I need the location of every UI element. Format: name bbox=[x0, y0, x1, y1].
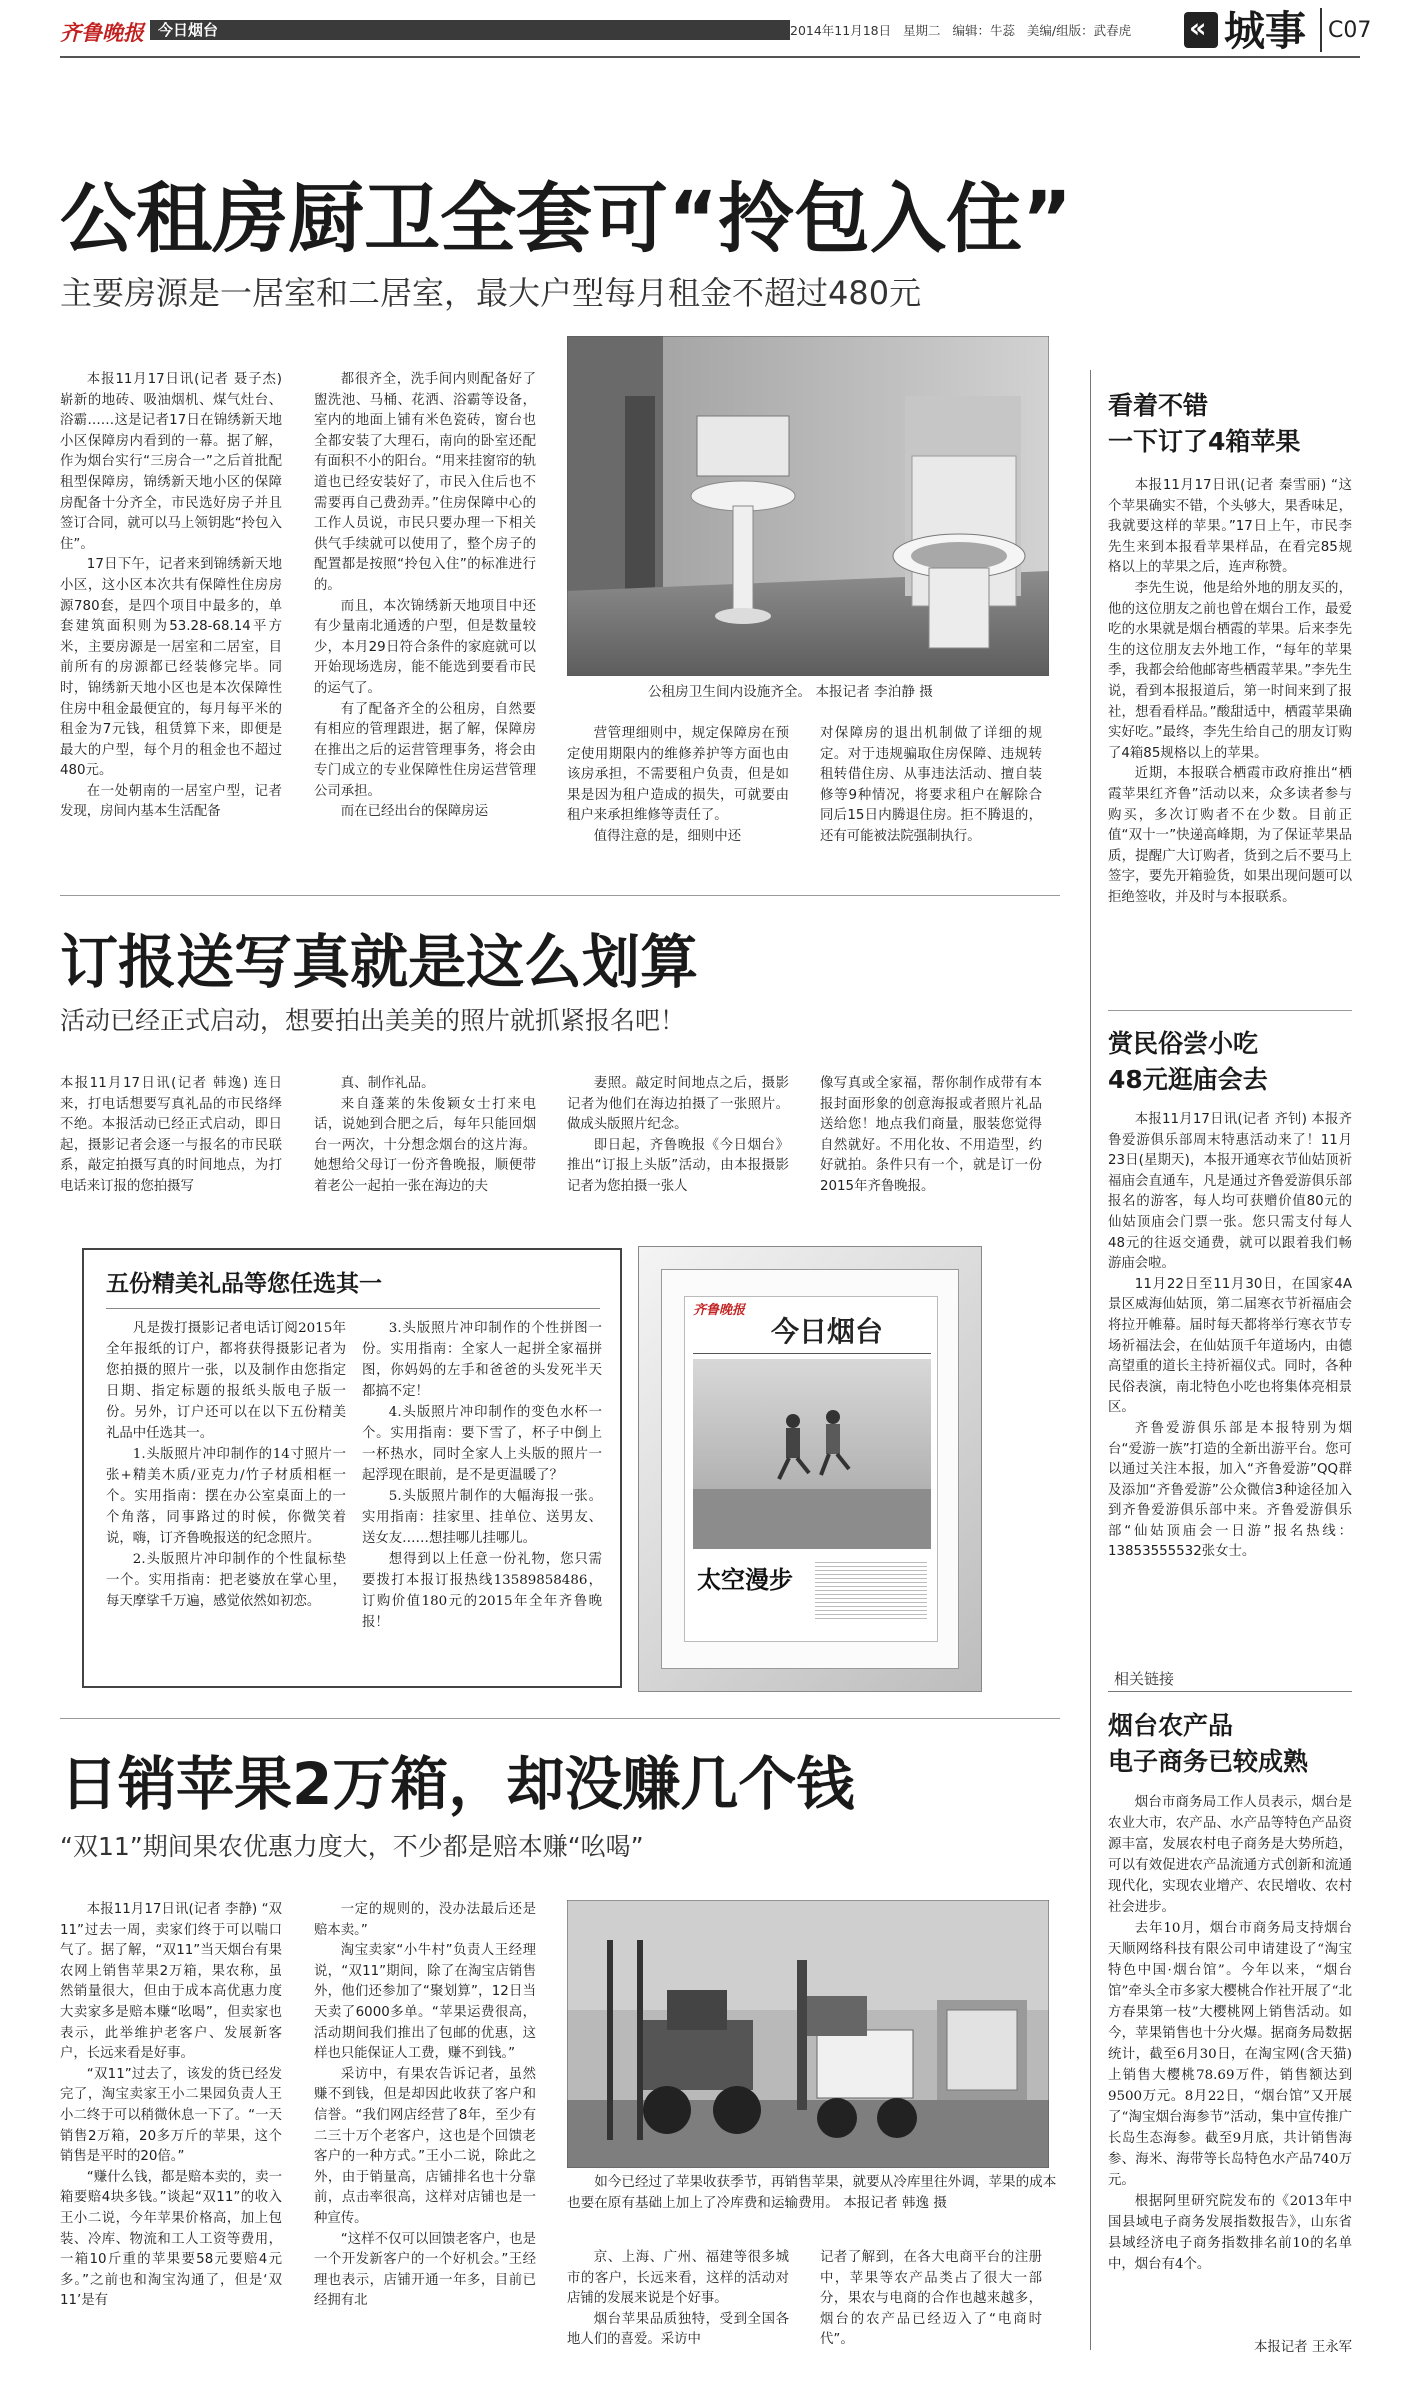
framed-poster bbox=[638, 1246, 982, 1692]
article3-col4: 记者了解到，在各大电商平台的注册中，苹果等农产品类占了很大一部分，果农与电商的合作也越来越多，烟台的农产品已经迈入了“电商时代”。 bbox=[820, 2250, 1042, 2348]
sidebar3-title-line1: 烟台农产品 bbox=[1108, 1711, 1234, 1740]
paragraph: 2.头版照片冲印制作的个性鼠标垫一个。实用指南：把老婆放在掌心里，每天摩挲千万遍，感觉依然如初恋。 bbox=[106, 1552, 346, 1609]
paragraph: 齐鲁爱游俱乐部是本报特别为烟台“爱游一族”打造的全新出游平台。您可以通过关注本报，加入“齐鲁爱游”QQ群及添加“齐鲁爱游”公众微信3种途径加入到齐鲁爱游俱乐部中来。齐鲁爱游俱乐部“仙姑顶庙会一日游”报名热线：13853555532张女士。 bbox=[1108, 1420, 1352, 1560]
paragraph: 有了配备齐全的公租房，自然要有相应的管理跟进，据了解，保障房在推出之后的运营管理事务，将会由专门成立的专业保障性住房运营管理公司承担。 bbox=[314, 701, 536, 799]
poster-photo-art bbox=[693, 1359, 931, 1549]
paragraph: 一定的规则的，没办法最后还是赔本卖。” bbox=[314, 1902, 536, 1938]
paragraph: 而在已经出台的保障房运 bbox=[340, 804, 489, 820]
paragraph: 3.头版照片冲印制作的个性拼图一份。实用指南：全家人一起拼全家福拼图，你妈妈的左手和爸爸的头发死半天都搞不定！ bbox=[362, 1321, 602, 1399]
gift-box-title-rule bbox=[106, 1308, 600, 1309]
paragraph: 即日起，齐鲁晚报《今日烟台》推出“订报上头版”活动，由本报摄影记者为您拍摄一张人 bbox=[567, 1137, 789, 1194]
article2-bottom-rule bbox=[60, 1718, 1060, 1719]
forklift-photo-art bbox=[567, 1900, 1049, 2168]
article3-col3 bbox=[567, 2248, 789, 2368]
paragraph: 17日下午，记者来到锦绣新天地小区，这小区本次共有保障性住房房源780套，是四个项目中最多的，单套建筑面积则为53.28-68.14平方米，主要房源是一居室和二居室，目前所有的房源都已经装修完毕。同时，锦绣新天地小区也是本次保障性住房中租金最便宜的，每月每平米的租金为7元钱，租赁算下来，即便是最大的户型，每个月的租金也不超过480元。 bbox=[60, 557, 282, 779]
paragraph: 根据阿里研究院发布的《2013年中国县域电子商务发展指数报告》，山东省县域经济电子商务指数排名前10的名单中，烟台有4个。 bbox=[1108, 2194, 1352, 2272]
paragraph: 值得注意的是，细则中还 bbox=[593, 828, 742, 844]
article3-subtitle: “双11”期间果农优惠力度大，不少都是赔本赚“吆喝” bbox=[60, 1832, 644, 1861]
sidebar2-body bbox=[1108, 1110, 1352, 1660]
sidebar2-title-line1: 赏民俗尝小吃 bbox=[1108, 1029, 1259, 1058]
poster-sheet bbox=[684, 1296, 938, 1642]
article2-col1: 本报11月17日讯(记者 韩逸) 连日来，打电话想要写真礼品的市民络绎不绝。本报活动已经正式启动，即日起，摄影记者会逐一与报名的市民联系，敲定拍摄写真的时间地点，为打电话来订报的您拍摄写 bbox=[60, 1076, 282, 1194]
double-chevron-left-icon: « bbox=[1189, 13, 1207, 44]
paragraph: 真、制作礼品。 bbox=[340, 1076, 435, 1091]
issue-date: 2014年11月18日 bbox=[790, 23, 892, 38]
paragraph: 近期，本报联合栖霞市政府推出“栖霞苹果红齐鲁”活动以来，众多读者参与购买，多次订购者不在少数。目前正值“双十一”快递高峰期，为了保证苹果品质，提醒广大订购者，货到之后不要马上签字，要先开箱验货，如果出现问题可以拒绝签收，并及时与本报联系。 bbox=[1108, 766, 1352, 905]
paragraph: 妻照。敲定时间地点之后，摄影记者为他们在海边拍摄了一张照片。做成头版照片纪念。 bbox=[567, 1076, 789, 1133]
poster-mat bbox=[661, 1269, 959, 1669]
paragraph: 本报11月17日讯(记者 齐钊) 本报齐鲁爱游俱乐部周末特惠活动来了！11月23日(星期天)，本报开通寒衣节仙姑顶祈福庙会直通车，凡是通过齐鲁爱游俱乐部报名的游客，每人均可获赠价值80元的仙姑顶庙会门票一张。您只需支付每人48元的往返交通费，就可以跟着我们畅游庙会啦。 bbox=[1108, 1112, 1352, 1272]
paragraph: 本报11月17日讯(记者 聂子杰) 崭新的地砖、吸油烟机、煤气灶台、浴霸……这是记者17日在锦绣新天地小区保障房内看到的一幕。据了解，作为烟台实行“三房合一”之后首批配租型保障房，锦绣新天地小区的保障房配备十分齐全，市民选好房子并且签订合同，就可以马上领钥匙“拎包入住”。 bbox=[60, 372, 282, 552]
paragraph: 4.头版照片冲印制作的变色水杯一个。实用指南：要下雪了，杯子中倒上一杯热水，同时全家人上头版的照片一起浮现在眼前，是不是更温暖了？ bbox=[362, 1405, 602, 1483]
article2-col3 bbox=[567, 1074, 789, 1244]
editor-credit: 编辑：牛蕊 bbox=[952, 23, 1015, 38]
article1-photo-caption: 公租房卫生间内设施齐全。 本报记者 李泊静 摄 bbox=[648, 684, 933, 700]
paragraph: 而且，本次锦绣新天地项目中还有少量南北通透的户型，但是数量较少，本月29日符合条件的家庭就可以开始现场选房，能不能选到要看市民的运气了。 bbox=[314, 598, 536, 696]
paragraph: 5.头版照片制作的大幅海报一张。实用指南：挂家里、挂单位、送男友、送女友……想挂哪儿挂哪儿。 bbox=[362, 1489, 602, 1546]
issue-weekday: 星期二 bbox=[903, 23, 941, 38]
sidebar1-body bbox=[1108, 476, 1352, 976]
article1-subtitle: 主要房源是一居室和二居室，最大户型每月租金不超过480元 bbox=[60, 274, 922, 312]
poster-photo bbox=[693, 1359, 931, 1549]
article1-col1 bbox=[60, 370, 282, 890]
section-tag-bar bbox=[150, 20, 790, 40]
paragraph: 采访中，有果农告诉记者，虽然赚不到钱，但是却因此收获了客户和信誉。“我们网店经营了8年，至少有二三十万个老客户，这也是个回馈老客户的一种方式。”王小二说，除此之外，由于销量高，店铺排名也十分靠前，点击率很高，这样对店铺也是一种宣传。 bbox=[314, 2066, 536, 2226]
sidebar3-byline: 本报记者 王永军 bbox=[1254, 2340, 1352, 2355]
paragraph: 烟台苹果品质独特，受到全国各地人们的喜爱。采访中 bbox=[567, 2311, 789, 2348]
header-info bbox=[790, 21, 1190, 41]
poster-headline: 太空漫步 bbox=[697, 1566, 793, 1594]
poster-section-title: 今日烟台 bbox=[771, 1315, 884, 1348]
article3-title: 日销苹果2万箱，却没赚几个钱 bbox=[60, 1750, 855, 1818]
article1-bottom-rule bbox=[60, 895, 1060, 896]
paragraph: 烟台市商务局工作人员表示，烟台是农业大市，农产品、水产品等特色产品资源丰富，发展农村电子商务是大势所趋，可以有效促进农产品流通方式创新和流通现代化，实现农业增产、农民增收、农村社会进步。 bbox=[1108, 1795, 1352, 1915]
sidebar1-title-line2: 一下订了4箱苹果 bbox=[1108, 427, 1301, 456]
article1-col3 bbox=[567, 724, 789, 884]
paragraph: 在一处朝南的一居室户型，记者发现，房间内基本生活配备 bbox=[60, 783, 282, 820]
sidebar1-title-line1: 看着不错 bbox=[1108, 391, 1209, 420]
sidebar2-title-line2: 48元逛庙会去 bbox=[1108, 1065, 1268, 1094]
article1-col2 bbox=[314, 370, 536, 890]
sidebar2-top-rule bbox=[1108, 1010, 1352, 1011]
paragraph: 淘宝卖家“小牛村”负责人王经理说，“双11”期间，除了在淘宝店销售外，他们还参加了“聚划算”，12日当天卖了6000多单。“苹果运费很高，活动期间我们推出了包邮的优惠，这样也只能保证人工费，赚不到钱。” bbox=[314, 1943, 536, 2062]
sidebar-vertical-rule bbox=[1090, 370, 1091, 2350]
poster-text-block bbox=[815, 1559, 927, 1619]
paragraph: 11月22日至11月30日，在国家4A景区威海仙姑顶，第二届寒衣节祈福庙会将拉开帷幕。届时每天都将举行寒衣节专场祈福法会，在仙姑顶千年道场内，由德高望重的道长主持祈福仪式。同时，各种民俗表演，南北特色小吃也将集体亮相景区。 bbox=[1108, 1276, 1352, 1416]
forklift-photo bbox=[567, 1900, 1049, 2168]
paragraph: 想得到以上任意一份礼物，您只需要拨打本报订报热线13589858486，订购价值180元的2015年全年齐鲁晚报！ bbox=[362, 1552, 602, 1630]
poster-masthead: 齐鲁晚报 bbox=[693, 1303, 746, 1318]
bathroom-photo bbox=[567, 336, 1049, 676]
section-name: 城事 bbox=[1224, 7, 1306, 55]
paragraph: “赚什么钱，都是赔本卖的，卖一箱要赔4块多钱。”谈起“双11”的收入王小二说，今年苹果价格高，加上包装、冷库、物流和工人工资等费用，一箱10斤重的苹果要58元要赔4元多。”之前也和淘宝沟通了，但是‘双11’是有 bbox=[60, 2169, 282, 2309]
poster-header-rule bbox=[693, 1353, 931, 1354]
article2-col4: 像写真或全家福，帮你制作成带有本报封面形象的创意海报或者照片礼品送给您！地点我们商量，服装您觉得自然就好。不用化妆、不用造型，约好就拍。条件只有一个，就是订一份2015年齐鲁晚报。 bbox=[820, 1076, 1042, 1194]
designer-credit: 美编/组版：武春虎 bbox=[1026, 23, 1132, 38]
gift-box-col2 bbox=[362, 1318, 602, 1680]
header-divider bbox=[1320, 8, 1322, 52]
section-tag: 今日烟台 bbox=[158, 21, 219, 39]
article3-col1 bbox=[60, 1900, 282, 2370]
article3-col2 bbox=[314, 1900, 536, 2370]
gift-info-box bbox=[82, 1248, 622, 1688]
article2-subtitle: 活动已经正式启动，想要拍出美美的照片就抓紧报名吧！ bbox=[60, 1006, 686, 1035]
article1-title: 公租房厨卫全套可“拎包入住” bbox=[60, 174, 1072, 263]
section-badge bbox=[1184, 12, 1218, 48]
paragraph: 本报11月17日讯(记者 李静) “双11”过去一周，卖家们终于可以喘口气了。据了解，“双11”当天烟台有果农网上销售苹果2万箱，果农称，虽然销量很大，但由于成本高优惠力度大卖家多是赔本赚“吆喝”，但卖家也表示，此举维护老客户、发展新客户，长远来看是好事。 bbox=[60, 1902, 282, 2062]
paragraph: 来自蓬莱的朱俊颖女士打来电话，说她到合肥之后，每年只能回烟台一两次，十分想念烟台的这片海。她想给父母订一份齐鲁晚报，顺便带着老公一起拍一张在海边的夫 bbox=[314, 1096, 536, 1194]
paragraph: 京、上海、广州、福建等很多城市的客户，长远来看，这样的活动对店铺的发展来说是个好事。 bbox=[567, 2250, 789, 2307]
paragraph: 1.头版照片冲印制作的14寸照片一张+精美木质/亚克力/竹子材质相框一个。实用指南：摆在办公室桌面上的一个角落，同事路过的时候，你微笑着说，嗨，订齐鲁晚报送的纪念照片。 bbox=[106, 1447, 346, 1546]
page-number: C07 bbox=[1328, 18, 1372, 43]
article1-col4: 对保障房的退出机制做了详细的规定。对于违规骗取住房保障、违规转租转借住房、从事违法活动、擅自装修等9种情况，将要求租户在解除合同后15日内腾退住房。拒不腾退的，还有可能被法院强制执行。 bbox=[820, 726, 1042, 844]
gift-box-col1 bbox=[106, 1318, 346, 1680]
sidebar3-body bbox=[1108, 1792, 1352, 2332]
paragraph: 去年10月，烟台市商务局支持烟台天顺网络科技有限公司申请建设了“淘宝特色中国·烟台馆”。今年以来，“烟台馆”牵头全市多家大樱桃合作社开展了“北方春果第一枝”大樱桃网上销售活动。如今，苹果销售也十分火爆。据商务局数据统计，截至6月30日，在淘宝网(含天猫)上销售大樱桃78.69万件，销售额达到9500万元。8月22日，“烟台馆”又开展了“淘宝烟台海参节”活动，集中宣传推广长岛生态海参。截至9月底，共计销售海参、海米、海带等长岛特色水产品740万元。 bbox=[1108, 1921, 1352, 2188]
paragraph: 营管理细则中，规定保障房在预定使用期限内的维修养护等方面也由该房承担，不需要租户负责，但是如果是因为租户造成的损失，可就要由租户来承担维修等责任了。 bbox=[567, 726, 789, 824]
paragraph: “这样不仅可以回馈老客户，也是一个开发新客户的一个好机会。”王经理也表示，店铺开通一年多，目前已经拥有北 bbox=[314, 2231, 536, 2309]
sidebar3-kicker: 相关链接 bbox=[1108, 1668, 1352, 1692]
article3-photo-caption: 如今已经过了苹果收获季节，再销售苹果，就要从冷库里往外调，苹果的成本也要在原有基础上加上了冷库费和运输费用。 本报记者 韩逸 摄 bbox=[567, 2174, 1057, 2211]
gift-box-title: 五份精美礼品等您任选其一 bbox=[106, 1271, 382, 1297]
bathroom-photo-art bbox=[567, 336, 1049, 676]
header-underline bbox=[60, 56, 1360, 58]
paragraph: 都很齐全，洗手间内则配备好了盥洗池、马桶、花洒、浴霸等设备，室内的地面上铺有米色瓷砖，窗台也全都安装了大理石，南向的卧室还配有面积不小的阳台。“用来挂窗帘的轨道也已经安装好了，市民入住后也不需要再自己费劲弄。”住房保障中心的工作人员说，市民只要办理一下相关供气手续就可以使用了，整个房子的配置都是按照“拎包入住”的标准进行的。 bbox=[314, 372, 536, 593]
masthead-logo: 齐鲁晚报 bbox=[60, 20, 144, 45]
article2-col2 bbox=[314, 1074, 536, 1244]
paragraph: 李先生说，他是给外地的朋友买的，他的这位朋友之前也曾在烟台工作，最爱吃的水果就是烟台栖霞的苹果。后来李先生的这位朋友去外地工作，“每年的苹果季，我都会给他邮寄些栖霞苹果。”李先生说，看到本报报道后，第一时间来到了报社，想看看样品。”酸甜适中，栖霞苹果确实好吃。”最终，李先生给自己的朋友订购了4箱85规格以上的苹果。 bbox=[1108, 580, 1352, 761]
article2-title: 订报送写真就是这么划算 bbox=[60, 928, 699, 996]
sidebar3-title-line2: 电子商务已较成熟 bbox=[1108, 1747, 1309, 1776]
page-header bbox=[0, 0, 1417, 62]
paragraph: 凡是拨打摄影记者电话订阅2015年全年报纸的订户，都将获得摄影记者为您拍摄的照片一张，以及制作由您指定日期、指定标题的报纸头版电子版一份。另外，订户还可以在以下五份精美礼品中任选其一。 bbox=[106, 1321, 346, 1441]
paragraph: 本报11月17日讯(记者 秦雪丽) “这个苹果确实不错，个头够大，果香味足，我就要这样的苹果。”17日上午，市民李先生来到本报看苹果样品，在看完85规格以上的苹果之后，连声称赞。 bbox=[1108, 478, 1352, 576]
paragraph: “双11”过去了，该发的货已经发完了，淘宝卖家王小二果园负责人王小二终于可以稍微休息一下了。“一天销售2万箱，20多万斤的苹果，这个销售是平时的20倍。” bbox=[60, 2066, 282, 2165]
